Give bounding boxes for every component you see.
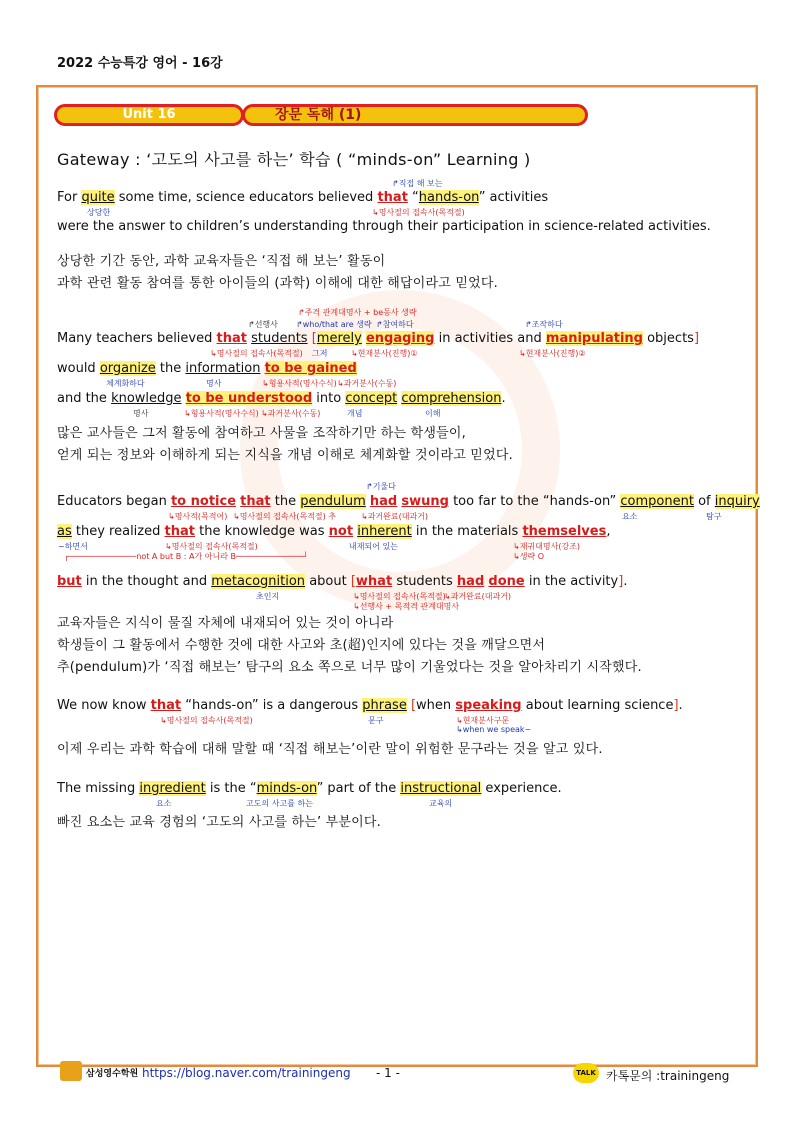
unit-label: Unit 16 [54, 104, 244, 126]
academy-name: 삼성영수학원 [86, 1069, 139, 1079]
annotation: ↳형용사적(명사수식) [184, 409, 259, 418]
annotation: 명사 [133, 409, 149, 418]
annotation: ┌──────────────not A but B : A가 아니라 B──────────────┘ [64, 552, 309, 561]
kakao-contact: 카톡문의 :trainingeng [606, 1069, 730, 1083]
english-line: and the knowledge to be understood into concept comprehension. [57, 391, 506, 406]
annotation: 고도의 사고를 하는 [246, 799, 313, 808]
annotation: 명사 [206, 379, 222, 388]
annotation: 초인지 [256, 592, 280, 601]
vocab-word: hands-on [418, 190, 479, 205]
korean-translation: 상당한 기간 동안, 과학 교육자들은 ‘직접 해 보는’ 활동이 [57, 254, 386, 269]
english-line: For quite some time, science educators believed that “hands-on” activities [57, 190, 549, 205]
kakaotalk-icon: TALK [573, 1063, 599, 1083]
blog-link[interactable]: https://blog.naver.com/trainingeng [142, 1066, 351, 1080]
annotation: ↱참여하다 [376, 320, 414, 329]
annotation: ↳형용사적(명사수식) [262, 379, 337, 388]
annotation: ↳명사절의 접속사(목적절) [165, 542, 258, 551]
korean-translation: 빠진 요소는 교육 경험의 ‘고도의 사고를 하는’ 부분이다. [57, 815, 381, 830]
english-line: would organize the information to be gained [57, 361, 357, 376]
vocab-word: quite [81, 190, 115, 205]
annotation: ↳현재분사구문 [456, 716, 510, 725]
english-line: Educators began to notice that the pendulum had swung too far to the “hands-on” component of inquiry [57, 494, 760, 509]
annotation: 그저 [312, 349, 328, 358]
annotation: 요소 [622, 512, 638, 521]
annotation: ↱기울다 [366, 482, 396, 491]
annotation: ↳과거분사(수동) [337, 379, 397, 388]
annotation: 상당한 [87, 208, 111, 217]
annotation: 체계화하다 [106, 379, 145, 388]
annotation: ↱who/that are 생략 [296, 320, 372, 329]
english-line: The missing ingredient is the “minds-on” part of the instructional experience. [57, 781, 562, 796]
annotation: ↳명사절의 접속사(목적절) [372, 208, 465, 217]
academy-logo [60, 1061, 82, 1081]
english-line: We now know that “hands-on” is a dangerous phrase [when speaking about learning science]. [57, 698, 683, 713]
korean-translation: 학생들이 그 활동에서 수행한 것에 대한 사고와 초(超)인지에 있다는 것을 깨달으면서 [57, 638, 546, 653]
annotation: ↳재귀대명사(강조) [513, 542, 581, 551]
unit-banner [54, 104, 588, 126]
annotation: ↳명사절의 접속사(목적절) [210, 349, 303, 358]
annotation: ↱조작하다 [525, 320, 563, 329]
grammar-word: that [377, 190, 408, 205]
annotation: 교육의 [429, 799, 453, 808]
section-label: 장문 독해 (1) [242, 104, 588, 126]
annotation: ↱직접 해 보는 [392, 179, 443, 188]
page-number: - 1 - [376, 1066, 400, 1080]
korean-translation: 얻게 되는 정보와 이해하게 되는 지식을 개념 이해로 체계화할 것이라고 믿었다. [57, 448, 513, 463]
annotation: ↳과거완료(대과거) [361, 512, 429, 521]
annotation: ↱선행사 [248, 320, 278, 329]
annotation: ↳명사절의 접속사(목적절) [353, 592, 446, 601]
english-line: Many teachers believed that students [merely engaging in activities and manipulating objects] [57, 331, 700, 346]
annotation: ↳명사적(목적어) [168, 512, 228, 521]
annotation: ↳생략 O [513, 552, 544, 561]
korean-translation: 과학 관련 활동 참여를 통한 아이들의 (과학) 이해에 대한 해답이라고 믿었다. [57, 276, 498, 291]
annotation: ↳과거분사(수동) [261, 409, 321, 418]
annotation: ↳현재분사(진행)② [519, 349, 586, 358]
annotation: 탐구 [706, 512, 722, 521]
annotation: ↳명사절의 접속사(목적절) [160, 716, 253, 725]
annotation: ↳과거완료(대과거) [444, 592, 512, 601]
annotation: 요소 [156, 799, 172, 808]
document-header: 2022 수능특강 영어 - 16강 [57, 56, 223, 71]
annotation: 이해 [425, 409, 441, 418]
annotation: ↳선행사 + 목적격 관계대명사 [353, 602, 460, 611]
passage-title: Gateway : ‘고도의 사고를 하는’ 학습 ( “minds-on” Learning ) [57, 150, 531, 169]
annotation: ↳현재분사(진행)① [351, 349, 418, 358]
annotation: ~하면서 [58, 542, 88, 551]
english-line: as they realized that the knowledge was not inherent in the materials themselves, [57, 524, 611, 539]
annotation: 개념 [347, 409, 363, 418]
annotation: 내재되어 있는 [349, 542, 398, 551]
korean-translation: 추(pendulum)가 ‘직접 해보는’ 탐구의 요소 쪽으로 너무 많이 기울었다는 것을 알아차리기 시작했다. [57, 660, 642, 675]
english-line: were the answer to children’s understanding through their participation in science-related activities. [57, 219, 711, 234]
korean-translation: 많은 교사들은 그저 활동에 참여하고 사물을 조작하기만 하는 학생들이, [57, 426, 466, 441]
annotation: ↱주격 관계대명사 + be동사 생략 [298, 308, 417, 317]
korean-translation: 교육자들은 지식이 물질 자체에 내재되어 있는 것이 아니라 [57, 616, 394, 631]
annotation: ↳명사절의 접속사(목적절) 추 [233, 512, 337, 521]
annotation: 문구 [368, 716, 384, 725]
korean-translation: 이제 우리는 과학 학습에 대해 말할 때 ‘직접 해보는’이란 말이 위험한 문구라는 것을 알고 있다. [57, 742, 603, 757]
annotation: ↳when we speak~ [456, 725, 532, 734]
english-line: but in the thought and metacognition about [what students had done in the activity]. [57, 574, 628, 589]
